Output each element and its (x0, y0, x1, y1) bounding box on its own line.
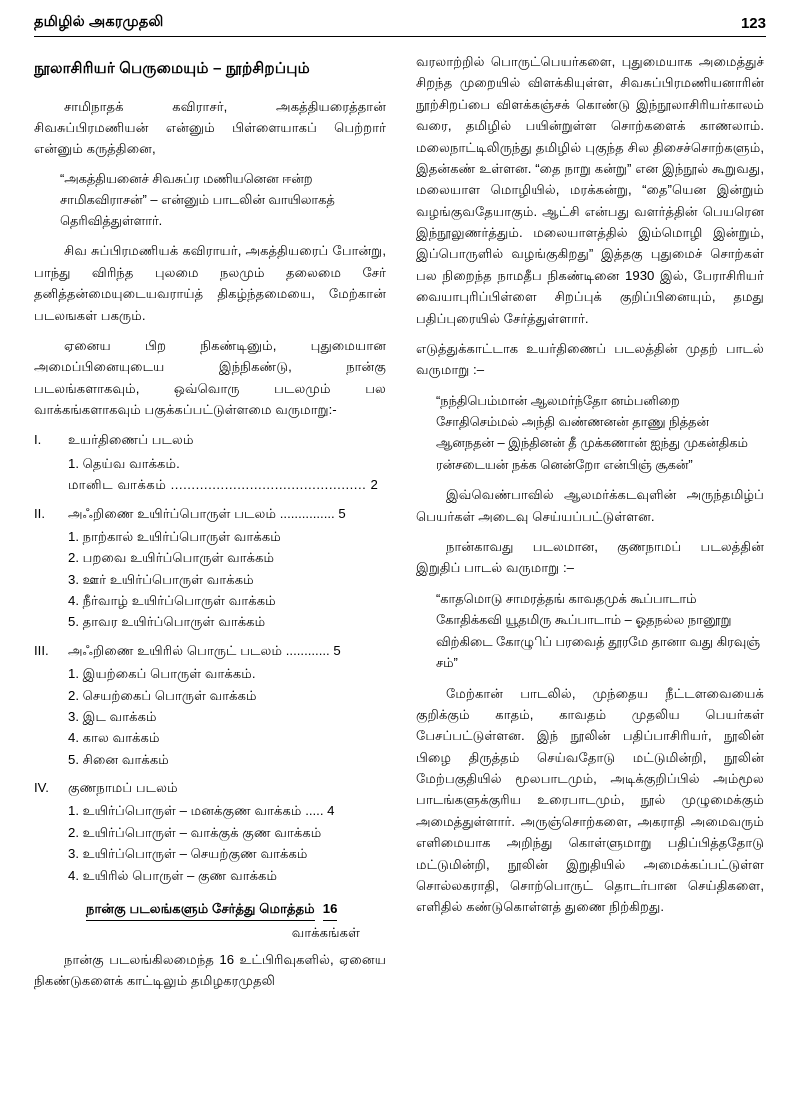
verse-quote: “அகத்தியனைச் சிவசுப்ர மணியனென ஈன்ற சாமிகவிராசன்” – என்னும் பாடலின் வாயிலாகத் தெரிவித்துள்ளார். (60, 170, 335, 228)
two-column-body (34, 51, 766, 1000)
header-divider (34, 36, 766, 37)
list-numeral: III. (34, 642, 49, 658)
header-book-title: தமிழில் அகரமுதலி (34, 14, 164, 30)
paragraph: ஏனைய பிற நிகண்டினும், புதுமையான அமைப்பினையுடைய இந்நிகண்டு, நான்கு படலங்களாகவும், ஒவ்வொரு படலமும் பல வாக்கங்களாகவும் பகுக்கப்பட்டுள்ளமை வருமாறு:- (34, 337, 386, 418)
section-title: நூலாசிரியர் பெருமையும் – நூற்சிறப்பும் (34, 60, 310, 77)
right-column (416, 51, 764, 927)
list-subitem: 4. நீர்வாழ் உயிர்ப்பொருள் வாக்கம் (68, 593, 276, 609)
list-item (34, 640, 386, 661)
list-subitem: 1. இயற்கைப் பொருள் வாக்கம். (68, 666, 256, 682)
list-item (34, 777, 386, 798)
paragraph: மேற்கான் பாடலில், முந்தைய நீட்டளவையைக் குறிக்கும் காதம், காவதம் முதலிய பெயர்கள் பேசப்பட்டுள்ளன. இந் நூலின் பதிப்பாசிரியர், நூலின் பிழை திருத்தம் செய்வதோடு மட்டுமின்றி, நூலின் மேற்பகுதியில் மூலபாடமும், அடிக்குறிப்பில் அம்மூல பாடங்களுக்குரிய உரைபாடமும், நூல் முழுமைக்கும் அமைத்துள்ளார். அருஞ்சொற்களை, அகராதி அமைவரும் எளிமையாக அறிந்து கொள்ளுமாறு பதிப்பித்ததோடு மட்டுமின்றி, நூலின் இறுதியில் அமைக்கப்பட்டுள்ள சொல்லகராதி, சொற்பொருட் தொடர்பான செய்திகளை, எளிதில் கண்டுகொள்ளத் துணை நிற்கிறது. (416, 685, 764, 915)
left-column (34, 51, 386, 1000)
list-subitem: 2. பறவை உயிர்ப்பொருள் வாக்கம் (68, 550, 275, 566)
paragraph: எடுத்துக்காட்டாக உயர்திணைப் படலத்தின் முதற் பாடல் வருமாறு :– (416, 340, 764, 378)
list-title: அஃறிணை உயிரில் பொருட் படலம் ............ 5 (68, 642, 341, 658)
list-item (34, 503, 386, 524)
paragraph: இவ்வெண்பாவில் ஆலமர்க்கடவுளின் அருந்தமிழ்ப் பெயர்கள் அடைவு செய்யப்பட்டுள்ளன. (416, 487, 764, 524)
list-item (34, 429, 386, 450)
list-subitem: 4. உயிரில் பொருள் – குண வாக்கம் (68, 867, 278, 883)
list-subitem: 4. கால வாக்கம் (68, 730, 160, 746)
total-row (86, 898, 386, 921)
paragraph: சாமிநாதக் கவிராசர், அகத்தியரைத்தான் சிவசுப்பிரமணியன் என்னும் பிள்ளையாகப் பெற்றார் என்னும் கருத்தினை, (34, 98, 386, 157)
list-numeral: II. (34, 505, 45, 521)
list-title: குணநாமப் படலம் (68, 780, 178, 796)
list-subitem: 2. உயிர்ப்பொருள் – வாக்குக் குண வாக்கம் (68, 824, 322, 840)
list-subitem: 2. செயற்கைப் பொருள் வாக்கம் (68, 687, 257, 703)
list-subitem: 5. சினை வாக்கம் (68, 751, 169, 767)
list-subitem: 1. உயிர்ப்பொருள் – மனக்குண வாக்கம் ..... 4 (68, 803, 335, 819)
list-title: உயர்திணைப் படலம் (68, 432, 194, 448)
paragraph: வரலாற்றில் பொருட்பெயர்களை, புதுமையாக அமைத்துச் சிறந்த முறையில் விளக்கியுள்ள, சிவசுப்பிரமணியனாரின் நூற்சிறப்பை விளக்கஞ்சக் கொண்டு இந்நூலாசிரியர்காலம் வரை, தமிழில் பயின்றுள்ள சொற்களைக் காணலாம். மலைநாட்டிலிருந்து தமிழில் புகுந்த சில திசைச்சொற்களும், இதன்கண் உள்ளன. “தை நாறு கன்று” என இந்நூல் கூறுவது, மலையாள மொழியில், மரக்கன்று, “தை”யென இன்றும் வழங்குவதேயாகும். ஆட்சி என்பது வளர்த்தின் பெயரென இந்நூலுணர்த்தும். மலையாளத்தில் இம்மொழி இன்றும், இப்பொருளில் வழங்குகிறது” இத்தகு புதுமைச் சொற்கள் பல நிறைந்த நாமதீப நிகண்டினை 1930 இல், பேராசிரியர் வையாபுரிப்பிள்ளை சிறப்புக் குறிப்பினையும், தமது பதிப்புரையில் சேர்த்துள்ளார். (416, 54, 764, 326)
list-subitem: மானிட வாக்கம் ............................................... 2 (68, 477, 379, 493)
list-subitem: 1. நாற்கால் உயிர்ப்பொருள் வாக்கம் (68, 528, 281, 544)
paragraph: சிவ சுப்பிரமணியக் கவிராயர், அகத்தியரைப் போன்று, பாந்து விரிந்த புலமை நலமும் தலைமை சேர் தனித்தன்மையுடையவராய்த் திகழ்ந்தமையை, மேற்கான் படலஙகள் பகரும். (34, 243, 386, 323)
page-number: 123 (740, 15, 766, 32)
list-subitem: 3. ஊர் உயிர்ப்பொருள் வாக்கம் (68, 571, 254, 587)
total-label: நான்கு படலங்களும் சேர்த்து மொத்தம் (86, 898, 315, 921)
verse-quote: “காதமொடு சாமரத்தங் காவதமுக் கூப்பாடாம் கோதிக்கவி யூதமிரு கூப்பாடாம் – ஓதநல்ல நானூறு விற்கிடை கோழுிப் பரவைத் தூரமே தானா வது கிரவுஞ் சம்” (436, 590, 761, 671)
total-unit: வாக்கங்கள் (291, 925, 360, 941)
paragraph: நான்காவது படலமான, குணநாமப் படலத்தின் இறுதிப் பாடல் வருமாறு :– (416, 539, 764, 576)
page-header (34, 14, 766, 36)
total-number: 16 (323, 898, 338, 921)
list-subitem: 5. தாவர உயிர்ப்பொருள் வாக்கம் (68, 614, 266, 630)
outline-list (34, 429, 386, 886)
list-title: அஃறிணை உயிர்ப்பொருள் படலம் ............... 5 (68, 505, 346, 521)
list-subitem: 3. உயிர்ப்பொருள் – செயற்குண வாக்கம் (68, 846, 308, 862)
list-subitem: 1. தெய்வ வாக்கம். (68, 455, 180, 471)
list-numeral: I. (34, 432, 42, 448)
list-numeral: IV. (34, 780, 49, 796)
verse-quote: “நந்திபெம்மான் ஆலமர்ந்தோ னம்பனிறை சோதிசெம்மல் அந்தி வண்ணனன் தாணு நித்தன் ஆனநதன் – இந்தினன் தீ முக்கணான் ஐந்து முகன்திகம் ரன்சடையன் நக்க னென்றோ என்பிஞ் சூகன்” (436, 392, 748, 472)
paragraph: நான்கு படலங்கிலமைந்த 16 உட்பிரிவுகளில், ஏனைய நிகண்டுகளைக் காட்டிலும் தமிழகரமுதலி (34, 951, 386, 989)
list-subitem: 3. இட வாக்கம் (68, 708, 157, 724)
